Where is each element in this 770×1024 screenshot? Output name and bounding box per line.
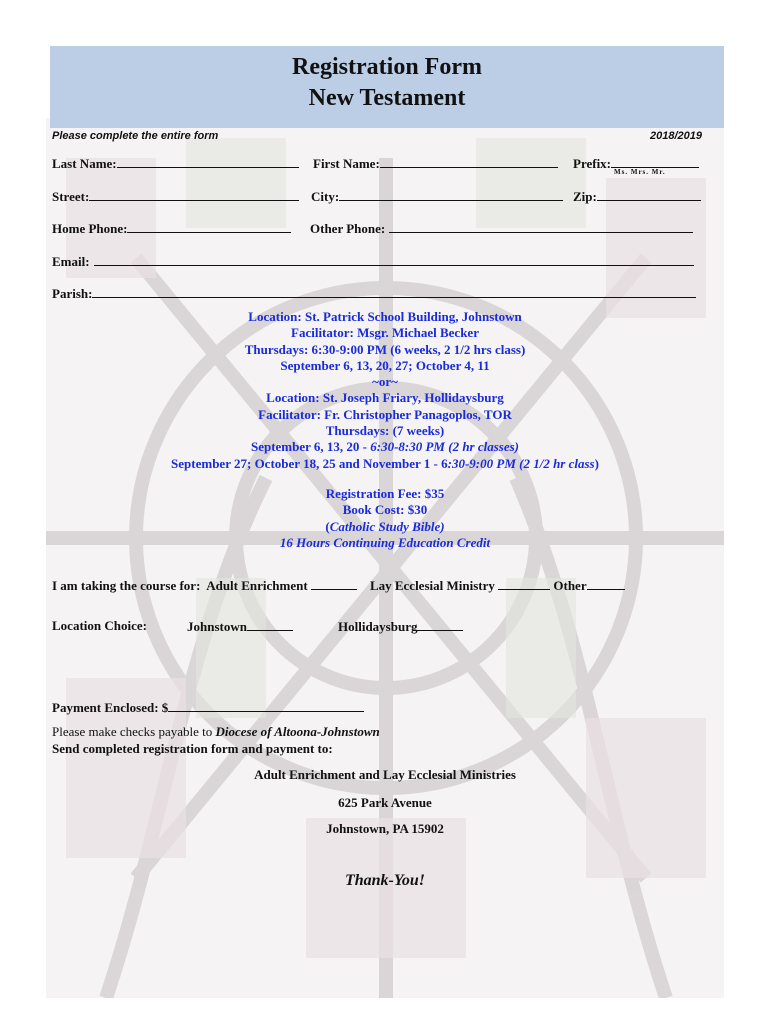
adult-enrichment-label: Adult Enrichment — [206, 578, 308, 593]
adult-enrichment-field[interactable] — [311, 577, 357, 590]
first-name-label: First Name: — [313, 156, 380, 171]
other-phone-field[interactable] — [389, 220, 693, 233]
checks-payable: Please make checks payable to Diocese of Altoona-Johnstown — [52, 724, 380, 739]
course-info — [0, 309, 770, 551]
parish-row — [52, 285, 696, 302]
bible-note: (Catholic Study Bible) — [325, 518, 445, 534]
zip-field[interactable] — [597, 188, 701, 201]
prefix-field[interactable] — [611, 155, 699, 168]
form-subtitle: New Testament — [308, 85, 466, 111]
course-purpose-row — [52, 577, 625, 594]
or-separator: ~or~ — [372, 374, 398, 390]
other-field[interactable] — [587, 577, 625, 590]
johnstown-option — [187, 618, 293, 635]
parish-label: Parish: — [52, 286, 93, 301]
payment-row — [52, 699, 364, 716]
last-name-field[interactable] — [117, 155, 299, 168]
location-1: Location: St. Patrick School Building, Johnstown — [248, 309, 522, 324]
book-cost: Book Cost: $30 — [342, 502, 428, 518]
payment-label: Payment Enclosed: $ — [52, 700, 169, 715]
email-row — [52, 253, 694, 270]
location-2: Location: St. Joseph Friary, Hollidaysburg — [266, 390, 504, 406]
credit-note: 16 Hours Continuing Education Credit — [279, 534, 491, 550]
johnstown-label: Johnstown — [187, 619, 247, 634]
send-instructions: Send completed registration form and payment to: — [52, 741, 333, 756]
schedule-2: Thursdays: (7 weeks) — [325, 423, 445, 439]
johnstown-field[interactable] — [247, 618, 293, 631]
dates-1: September 6, 13, 20, 27; October 4, 11 — [280, 357, 490, 373]
hollidaysburg-option — [338, 618, 463, 635]
lay-ministry-label: Lay Ecclesial Ministry — [369, 578, 495, 593]
lay-ministry-field[interactable] — [498, 577, 550, 590]
dates-2b: September 27; October 18, 25 and November 1 - 6:30-9:00 PM (2 1/2 hr class) — [171, 455, 599, 471]
city-field[interactable] — [339, 188, 563, 201]
other-label: Other — [553, 578, 587, 593]
prefix-options: Ms. Mrs. Mr. — [614, 168, 666, 176]
first-name-field[interactable] — [380, 155, 558, 168]
form-title: Registration Form — [292, 54, 482, 80]
schedule-1: Thursdays: 6:30-9:00 PM (6 weeks, 2 1/2 hrs class) — [244, 341, 526, 357]
facilitator-1: Facilitator: Msgr. Michael Becker — [291, 325, 479, 341]
city-label: City: — [311, 189, 340, 204]
course-purpose-label: I am taking the course for: — [52, 578, 201, 593]
form-header — [50, 46, 724, 128]
other-phone-row — [310, 220, 693, 237]
street-field[interactable] — [89, 188, 299, 201]
city-row — [311, 188, 563, 205]
address-street: 625 Park Avenue — [338, 795, 432, 810]
dates-2a: September 6, 13, 20 - 6:30-8:30 PM (2 hr classes) — [250, 439, 520, 455]
street-label: Street: — [52, 189, 90, 204]
address-city: Johnstown, PA 15902 — [326, 821, 444, 836]
first-name-row — [313, 155, 558, 172]
registration-fee: Registration Fee: $35 — [325, 485, 445, 501]
zip-label: Zip: — [573, 189, 597, 204]
email-label: Email: — [52, 254, 90, 269]
instruction-text: Please complete the entire form — [52, 130, 219, 142]
parish-field[interactable] — [92, 285, 696, 298]
address-org: Adult Enrichment and Lay Ecclesial Ministries — [254, 767, 516, 782]
thank-you: Thank-You! — [344, 872, 426, 889]
home-phone-row — [52, 220, 291, 237]
street-row — [52, 188, 299, 205]
payment-field[interactable] — [168, 699, 364, 712]
last-name-row — [52, 155, 299, 172]
facilitator-2: Facilitator: Fr. Christopher Panagoplos, TOR — [258, 406, 512, 422]
hollidaysburg-label: Hollidaysburg — [338, 619, 418, 634]
zip-row — [573, 188, 701, 205]
location-choice-label: Location Choice: — [52, 618, 147, 633]
email-field[interactable] — [94, 253, 694, 266]
prefix-label: Prefix: — [573, 156, 612, 171]
hollidaysburg-field[interactable] — [417, 618, 463, 631]
home-phone-field[interactable] — [127, 220, 291, 233]
other-phone-label: Other Phone: — [310, 221, 386, 236]
year-label: 2018/2019 — [650, 130, 702, 142]
last-name-label: Last Name: — [52, 156, 117, 171]
home-phone-label: Home Phone: — [52, 221, 128, 236]
